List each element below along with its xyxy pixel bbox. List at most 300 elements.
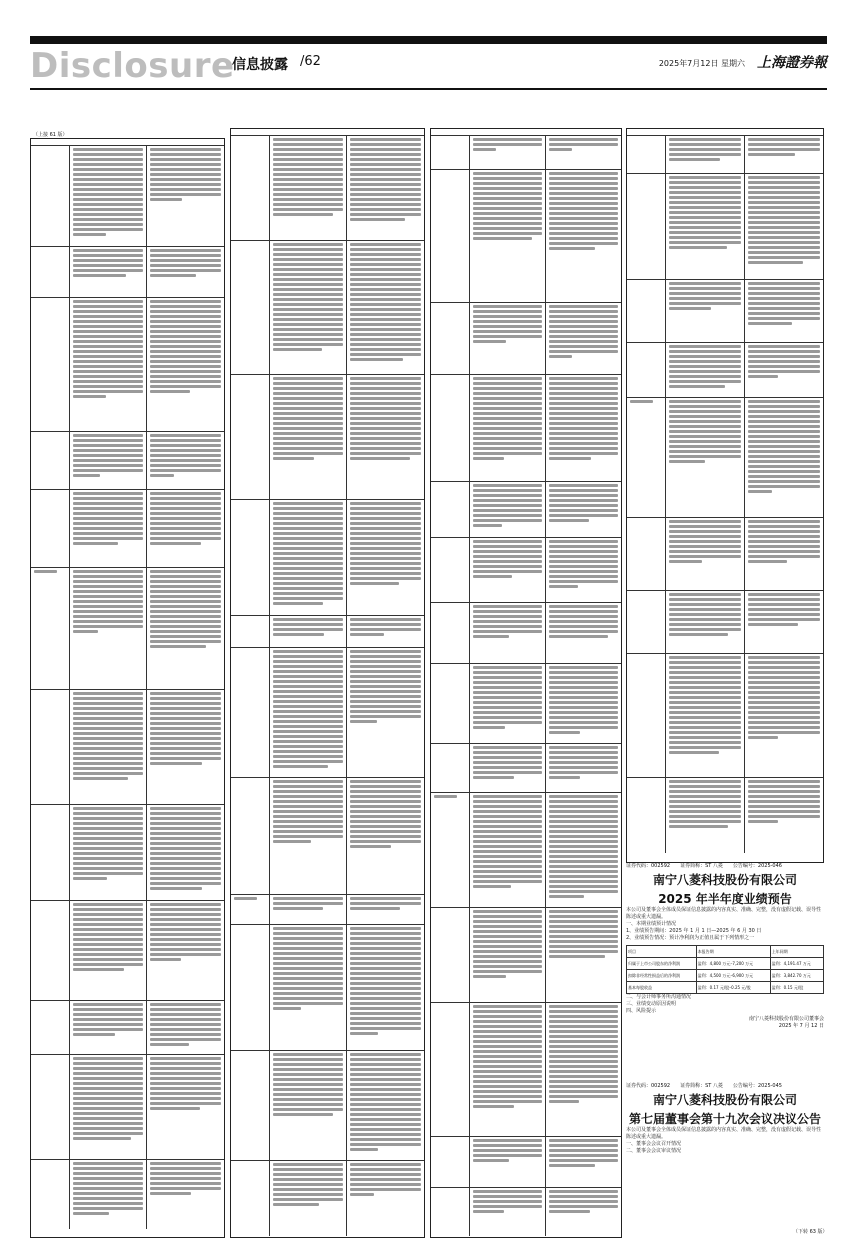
text-line xyxy=(73,1003,143,1006)
text-line xyxy=(748,618,820,621)
text-line xyxy=(73,1013,143,1016)
comparison-table-1 xyxy=(30,138,225,1238)
text-line xyxy=(473,1030,542,1033)
revised-text-cell xyxy=(545,793,621,908)
text-line xyxy=(549,192,618,195)
text-line xyxy=(669,711,741,714)
text-line xyxy=(150,1018,221,1021)
text-line xyxy=(73,1087,143,1090)
text-line xyxy=(73,807,143,810)
original-text-cell xyxy=(270,241,346,375)
table-cell: 基本每股收益 xyxy=(627,982,697,994)
text-line xyxy=(73,350,143,353)
text-line xyxy=(549,207,618,210)
text-line xyxy=(273,158,343,161)
text-line xyxy=(350,633,384,636)
section-heading: 一、本期业绩预计情况 xyxy=(626,921,677,927)
revised-text-cell xyxy=(744,654,823,778)
text-line xyxy=(150,887,202,890)
text-line xyxy=(350,907,400,910)
text-line xyxy=(473,880,542,883)
text-line xyxy=(150,370,221,373)
text-line xyxy=(669,701,741,704)
text-line xyxy=(549,885,618,888)
text-line xyxy=(549,835,618,838)
text-line xyxy=(273,1198,343,1201)
table-row xyxy=(431,907,621,1003)
text-line xyxy=(549,222,618,225)
text-line xyxy=(669,181,741,184)
text-line xyxy=(73,1028,143,1031)
text-line xyxy=(350,1053,421,1056)
text-line xyxy=(473,1040,542,1043)
text-line xyxy=(748,153,795,156)
text-line xyxy=(73,857,143,860)
text-line xyxy=(73,822,143,825)
text-line xyxy=(73,1033,115,1036)
text-line xyxy=(549,202,618,205)
text-line xyxy=(748,545,820,548)
text-line xyxy=(350,845,391,848)
text-line xyxy=(549,237,618,240)
text-line xyxy=(748,676,820,679)
table-row xyxy=(431,663,621,744)
text-line xyxy=(549,499,618,502)
text-line xyxy=(350,805,421,808)
text-line xyxy=(73,872,143,875)
text-line xyxy=(73,1102,143,1105)
text-line xyxy=(549,955,605,958)
text-line xyxy=(473,427,542,430)
text-line xyxy=(669,560,702,563)
text-line xyxy=(748,535,820,538)
table-cell: 盈利：3,842.70 万元 xyxy=(770,970,823,982)
revised-text-cell xyxy=(146,805,224,901)
text-line xyxy=(549,402,618,405)
text-line xyxy=(73,1092,143,1095)
text-line xyxy=(150,1107,200,1110)
text-line xyxy=(549,701,618,704)
text-line xyxy=(748,236,820,239)
text-line xyxy=(350,417,421,420)
table-row xyxy=(231,647,424,778)
text-line xyxy=(73,1192,143,1195)
text-line xyxy=(73,497,143,500)
text-line xyxy=(473,1159,509,1162)
original-text-cell xyxy=(270,616,346,648)
text-line xyxy=(73,933,143,936)
text-line xyxy=(748,785,820,788)
text-line xyxy=(549,686,618,689)
text-line xyxy=(473,447,542,450)
text-line xyxy=(73,812,143,815)
row-label-cell xyxy=(31,1055,70,1160)
text-line xyxy=(473,397,542,400)
text-line xyxy=(350,695,421,698)
text-line xyxy=(350,947,421,950)
text-line xyxy=(150,434,221,437)
text-line xyxy=(150,722,221,725)
text-line xyxy=(150,908,221,911)
text-line xyxy=(748,181,820,184)
text-line xyxy=(273,755,343,758)
text-line xyxy=(273,143,343,146)
text-line xyxy=(473,237,532,240)
table-row xyxy=(31,246,224,298)
text-line xyxy=(350,537,421,540)
text-line xyxy=(350,303,421,306)
text-line xyxy=(73,610,143,613)
text-line xyxy=(150,958,181,961)
text-line xyxy=(549,442,618,445)
text-line xyxy=(73,702,143,705)
text-line xyxy=(350,407,421,410)
text-line xyxy=(748,790,820,793)
text-line xyxy=(350,785,421,788)
text-line xyxy=(273,602,323,605)
text-line xyxy=(73,439,143,442)
text-line xyxy=(748,410,820,413)
text-line xyxy=(669,805,741,808)
text-line xyxy=(273,273,343,276)
text-line xyxy=(273,507,343,510)
revised-text-cell xyxy=(346,1161,424,1236)
text-line xyxy=(473,1195,542,1198)
text-line xyxy=(549,1195,618,1198)
text-line xyxy=(473,1025,542,1028)
original-text-cell xyxy=(70,1055,146,1160)
section-heading: 四、风险提示 xyxy=(626,1008,657,1014)
text-line xyxy=(549,1070,618,1073)
text-line xyxy=(549,335,618,338)
text-line xyxy=(748,530,820,533)
text-line xyxy=(350,328,421,331)
text-line xyxy=(549,950,618,953)
text-line xyxy=(150,837,221,840)
text-line xyxy=(549,247,595,250)
text-line xyxy=(473,494,542,497)
text-line xyxy=(473,1070,542,1073)
text-line xyxy=(73,148,143,151)
text-line xyxy=(669,716,741,719)
text-line xyxy=(748,138,820,141)
text-line xyxy=(473,335,542,338)
text-line xyxy=(473,570,542,573)
text-line xyxy=(73,269,143,272)
text-line xyxy=(549,865,618,868)
text-line xyxy=(73,953,143,956)
text-line xyxy=(73,512,143,515)
original-text-cell xyxy=(470,170,545,303)
text-line xyxy=(549,610,618,613)
table-row xyxy=(431,135,621,170)
original-text-cell xyxy=(470,1137,545,1188)
text-line xyxy=(150,464,221,467)
table-row xyxy=(31,489,224,568)
text-line xyxy=(73,183,143,186)
board-resolution-announcement xyxy=(626,1082,824,1155)
text-line xyxy=(273,1108,343,1111)
table-header-row xyxy=(627,946,824,958)
text-line xyxy=(350,795,421,798)
text-line xyxy=(73,1107,143,1110)
text-line xyxy=(549,392,618,395)
original-text-cell xyxy=(270,1051,346,1161)
text-line xyxy=(669,158,720,161)
text-line xyxy=(273,203,343,206)
text-line xyxy=(350,952,421,955)
section-heading: 一、董事会会议召开情况 xyxy=(626,1141,682,1147)
original-text-cell xyxy=(666,778,744,853)
text-line xyxy=(473,1149,542,1152)
text-line xyxy=(350,680,421,683)
text-line xyxy=(273,720,343,723)
text-line xyxy=(473,504,542,507)
text-line xyxy=(549,1025,618,1028)
text-line xyxy=(549,935,618,938)
text-line xyxy=(273,1063,343,1066)
text-line xyxy=(669,380,741,383)
text-line xyxy=(73,385,143,388)
text-line xyxy=(150,953,221,956)
text-line xyxy=(473,1205,542,1208)
text-line xyxy=(350,218,405,221)
original-text-cell xyxy=(70,432,146,490)
text-line xyxy=(473,227,542,230)
text-line xyxy=(473,442,542,445)
row-label-cell xyxy=(431,538,470,603)
text-line xyxy=(350,582,399,585)
text-line xyxy=(150,360,221,363)
table-row xyxy=(431,169,621,303)
text-line xyxy=(669,297,741,300)
text-line xyxy=(150,365,221,368)
text-line xyxy=(150,305,221,308)
text-line xyxy=(549,751,618,754)
text-line xyxy=(549,1159,618,1162)
text-line xyxy=(669,370,741,373)
text-line xyxy=(473,825,542,828)
text-line xyxy=(549,726,618,729)
text-line xyxy=(350,308,421,311)
text-line xyxy=(473,830,542,833)
text-line xyxy=(473,1085,542,1088)
text-line xyxy=(73,1008,143,1011)
text-line xyxy=(73,1212,109,1215)
text-line xyxy=(150,1087,221,1090)
text-line xyxy=(669,785,741,788)
text-line xyxy=(273,557,343,560)
text-line xyxy=(350,1078,421,1081)
text-line xyxy=(350,972,421,975)
text-line xyxy=(150,600,221,603)
text-line xyxy=(350,278,421,281)
table-row xyxy=(627,342,823,398)
text-line xyxy=(549,148,572,151)
text-line xyxy=(473,696,542,699)
table-row xyxy=(231,374,424,500)
text-line xyxy=(73,580,143,583)
text-line xyxy=(73,605,143,608)
text-line xyxy=(73,370,143,373)
text-line xyxy=(73,320,143,323)
text-line xyxy=(748,211,820,214)
text-line xyxy=(273,173,343,176)
text-line xyxy=(473,950,542,953)
text-line xyxy=(549,217,618,220)
text-line xyxy=(473,207,542,210)
text-line xyxy=(350,268,421,271)
text-line xyxy=(473,1200,542,1203)
text-line xyxy=(273,343,343,346)
text-line xyxy=(669,365,741,368)
text-line xyxy=(150,842,221,845)
text-line xyxy=(350,790,421,793)
text-line xyxy=(549,795,618,798)
issue-date: 2025年7月12日 星期六 xyxy=(658,59,745,68)
text-line xyxy=(669,656,741,659)
text-line xyxy=(473,417,542,420)
text-line xyxy=(549,387,618,390)
text-line xyxy=(549,635,608,638)
text-line xyxy=(473,815,542,818)
text-line xyxy=(669,815,741,818)
text-line xyxy=(473,810,542,813)
text-line xyxy=(273,820,343,823)
text-line xyxy=(73,837,143,840)
text-line xyxy=(73,585,143,588)
text-line xyxy=(150,882,221,885)
text-line xyxy=(549,1090,618,1093)
text-line xyxy=(549,716,618,719)
text-line xyxy=(150,872,221,875)
text-line xyxy=(669,530,741,533)
text-line xyxy=(73,1127,143,1130)
announcement-title: 2025 年半年度业绩预告 xyxy=(658,892,792,906)
text-line xyxy=(549,1139,618,1142)
text-line xyxy=(150,158,221,161)
text-line xyxy=(150,610,221,613)
text-line xyxy=(473,701,542,704)
text-line xyxy=(473,330,542,333)
text-line xyxy=(350,820,421,823)
table-row xyxy=(31,1159,224,1229)
text-line xyxy=(150,188,221,191)
text-line xyxy=(350,193,421,196)
text-line xyxy=(273,825,343,828)
announcement-code-line: 证券代码：002592 证券简称：ST 八菱 公告编号：2025-046 xyxy=(626,863,782,869)
text-line xyxy=(549,676,618,679)
text-line xyxy=(669,550,741,553)
text-line xyxy=(150,345,221,348)
text-line xyxy=(150,1177,221,1180)
text-line xyxy=(73,168,143,171)
text-line xyxy=(350,1133,421,1136)
row-label-cell xyxy=(231,925,270,1051)
text-line xyxy=(273,597,343,600)
text-line xyxy=(73,517,143,520)
text-line xyxy=(549,1205,618,1208)
text-line xyxy=(473,835,542,838)
text-line xyxy=(748,241,820,244)
text-line xyxy=(150,198,182,201)
row-label-cell xyxy=(231,778,270,895)
original-text-cell xyxy=(270,375,346,500)
text-line xyxy=(748,282,820,285)
text-line xyxy=(549,850,618,853)
text-line xyxy=(150,335,221,338)
text-line xyxy=(669,671,741,674)
text-line xyxy=(150,474,174,477)
text-line xyxy=(350,557,421,560)
text-line xyxy=(273,800,343,803)
text-line xyxy=(549,575,618,578)
table-cell: 盈利：4,500 万元–6,900 万元 xyxy=(696,970,770,982)
original-text-cell xyxy=(70,805,146,901)
text-line xyxy=(273,633,324,636)
text-line xyxy=(473,955,542,958)
text-line xyxy=(748,800,820,803)
revised-text-cell xyxy=(346,500,424,616)
text-line xyxy=(73,1137,131,1140)
text-line xyxy=(549,820,618,823)
original-text-cell xyxy=(270,895,346,925)
text-line xyxy=(473,686,542,689)
text-line xyxy=(350,1022,421,1025)
text-line xyxy=(473,1154,542,1157)
text-line xyxy=(350,1007,421,1010)
text-line xyxy=(473,930,542,933)
text-line xyxy=(350,1123,421,1126)
text-line xyxy=(73,153,143,156)
text-line xyxy=(350,1138,421,1141)
text-line xyxy=(748,550,820,553)
text-line xyxy=(669,666,741,669)
text-line xyxy=(350,422,421,425)
text-line xyxy=(748,226,820,229)
text-line xyxy=(549,870,618,873)
text-line xyxy=(273,377,343,380)
text-line xyxy=(350,660,421,663)
text-line xyxy=(150,605,221,608)
text-line xyxy=(73,527,143,530)
text-line xyxy=(669,143,741,146)
text-line xyxy=(473,192,542,195)
text-line xyxy=(549,212,618,215)
text-line xyxy=(273,745,343,748)
text-line xyxy=(549,1144,618,1147)
text-line xyxy=(549,615,618,618)
text-line xyxy=(150,625,221,628)
table-row xyxy=(231,135,424,241)
text-line xyxy=(669,400,741,403)
text-line xyxy=(150,512,221,515)
text-line xyxy=(748,613,820,616)
text-line xyxy=(549,1010,618,1013)
text-line xyxy=(669,282,741,285)
table-row xyxy=(231,894,424,925)
text-line xyxy=(273,138,343,141)
text-line xyxy=(748,726,820,729)
text-line xyxy=(73,867,143,870)
text-line xyxy=(473,676,542,679)
text-line xyxy=(273,623,343,626)
text-line xyxy=(434,795,457,798)
text-line xyxy=(273,417,343,420)
text-line xyxy=(73,249,143,252)
text-line xyxy=(273,248,343,251)
text-line xyxy=(73,903,143,906)
